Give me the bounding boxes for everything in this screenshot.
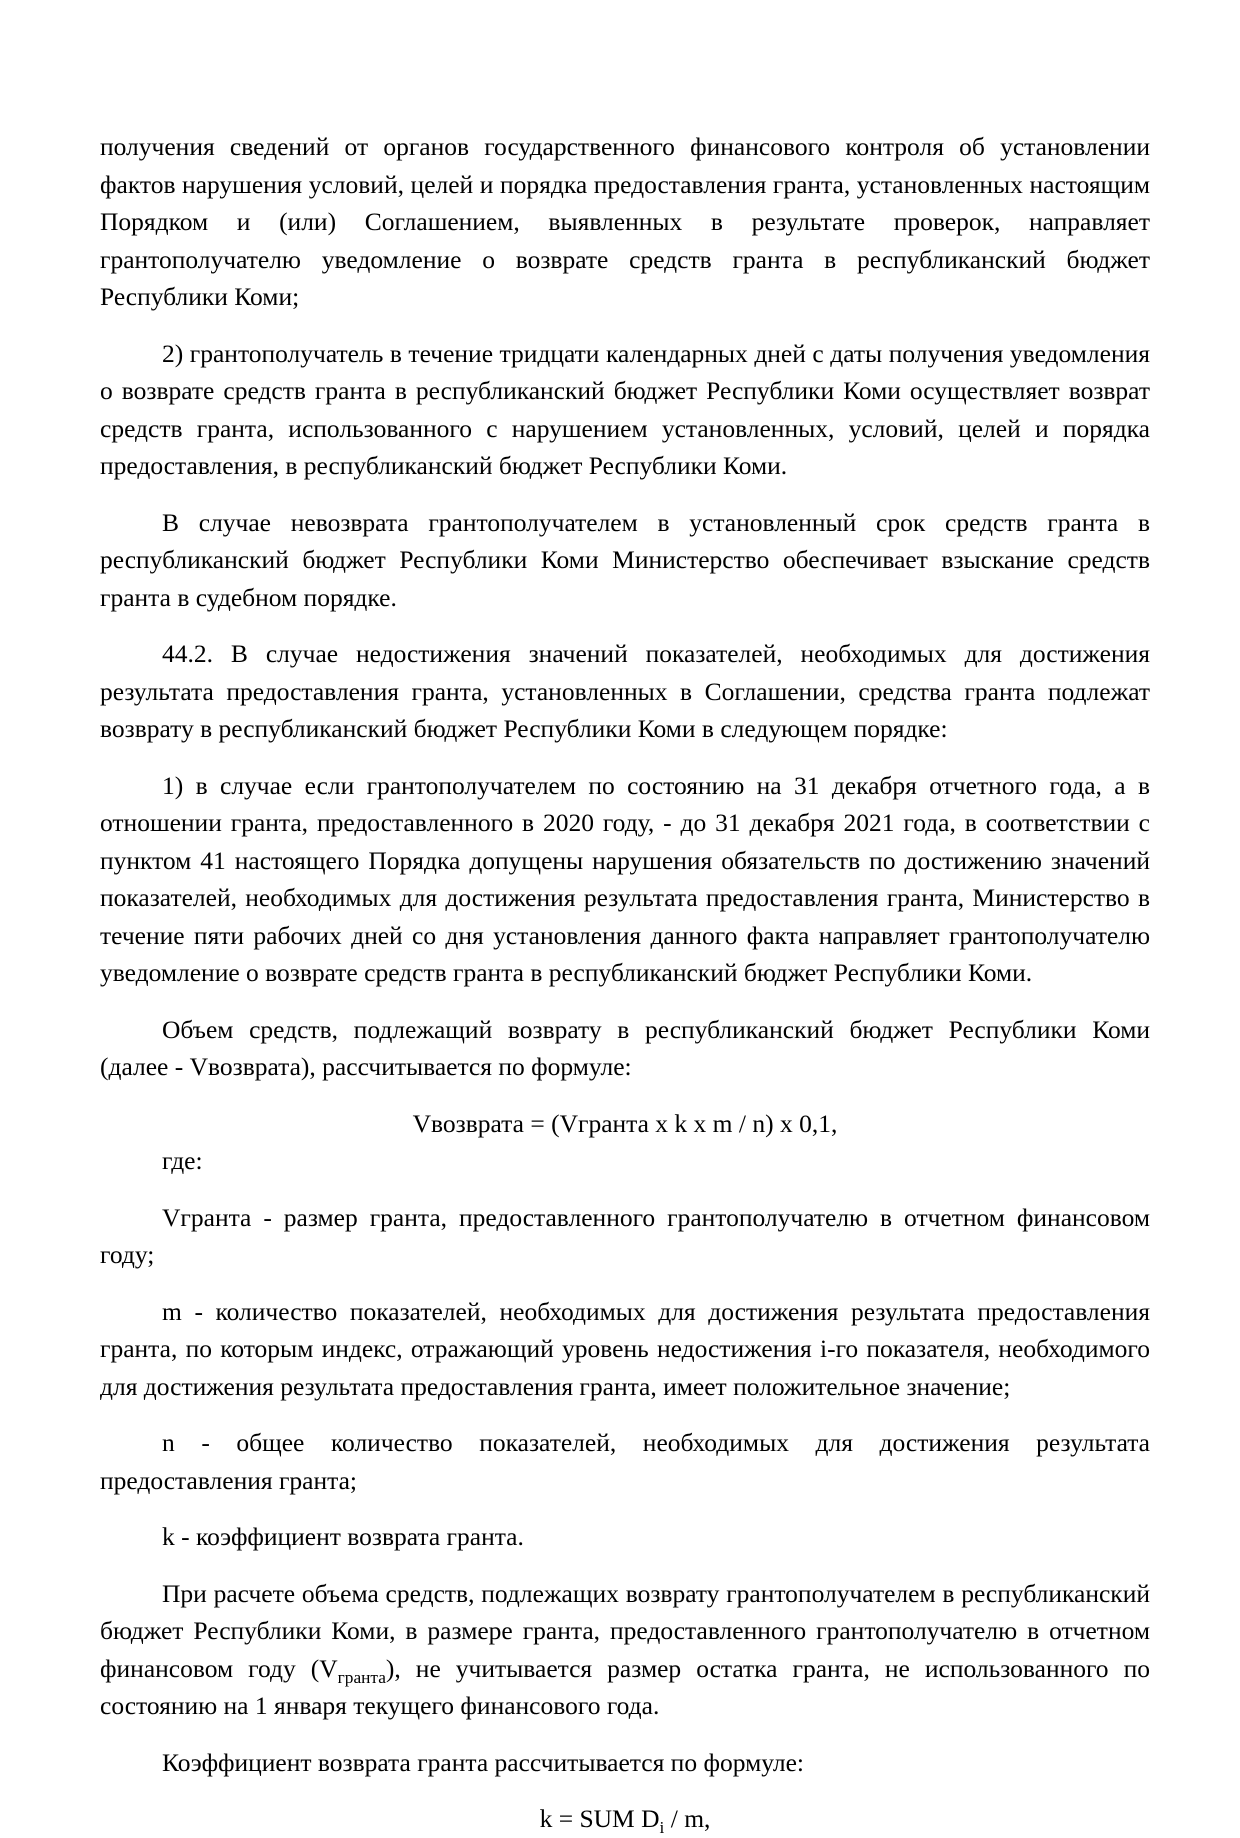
definition-v-granta: Vгранта - размер гранта, предоставленного грантополучателю в отчетном финансовом году;	[100, 1202, 1150, 1269]
definition-k: k - коэффициент возврата гранта.	[162, 1522, 524, 1551]
definition-m: m - количество показателей, необходимых для достижения результата предоставления гранта, по которым индекс, отражающий уровень недостижения i-го показателя, необходимого для достижения результата предоставления гранта, имеет положительное значение;	[100, 1296, 1150, 1401]
paragraph-where-label: где:	[162, 1146, 203, 1175]
formula-coefficient-part-2: / m,	[664, 1804, 711, 1833]
formula-return-volume: Vвозврата = (Vгранта x k x m / n) x 0,1,	[412, 1108, 838, 1138]
calculation-note-part-2: ), не учитывается размер остатка гранта, не использованного по состоянию на 1 января текущего финансового года.	[100, 1653, 1150, 1720]
calculation-note-part-1: При расчете объема средств, подлежащих возврату грантополучателем в республиканский бюджет Республики Коми, в размере гранта, предоставленного грантополучателю в отчетном финансовом году (V	[100, 1578, 1150, 1683]
formula-coefficient-part-1: k = SUM D	[539, 1804, 660, 1833]
document-body	[100, 128, 1150, 1838]
definition-n: n - общее количество показателей, необходимых для достижения результата предоставления гранта;	[100, 1428, 1150, 1495]
formula-coefficient	[100, 1800, 1150, 1838]
paragraph-item-2: 2) грантополучатель в течение тридцати календарных дней с даты получения уведомления о возврате средств гранта в республиканский бюджет Республики Коми осуществляет возврат средств гранта, использованного с нарушением установленных, условий, целей и порядка предоставления, в республиканский бюджет Республики Коми.	[100, 338, 1150, 480]
paragraph-coefficient-intro: Коэффициент возврата гранта рассчитывается по формуле:	[162, 1747, 804, 1777]
formula-coefficient-subscript: i	[659, 1818, 665, 1838]
paragraph-continuation: получения сведений от органов государственного финансового контроля об установлении фактов нарушения условий, целей и порядка предоставления гранта, установленных настоящим Порядком и (или) Соглашением, выявленных в результате проверок, направляет грантополучателю уведомление о возврате средств гранта в республиканский бюджет Республики Коми;	[100, 132, 1150, 311]
paragraph-clause-44-2: 44.2. В случае недостижения значений показателей, необходимых для достижения результата предоставления гранта, установленных в Соглашении, средства гранта подлежат возврату в республиканский бюджет Республики Коми в следующем порядке:	[100, 639, 1150, 743]
paragraph-return-volume: Объем средств, подлежащий возврату в республиканский бюджет Республики Коми (далее - Vвозврата), рассчитывается по формуле:	[100, 1014, 1150, 1081]
calculation-note-subscript: гранта	[337, 1667, 386, 1687]
paragraph-item-1: 1) в случае если грантополучателем по состоянию на 31 декабря отчетного года, а в отношении гранта, предоставленного в 2020 году, - до 31 декабря 2021 года, в соответствии с пунктом 41 настоящего Порядка допущены нарушения обязательств по достижению значений показателей, необходимых для достижения результата предоставления гранта, Министерство в течение пяти рабочих дней со дня установления данного факта направляет грантополучателю уведомление о возврате средств гранта в республиканский бюджет Республики Коми.	[100, 770, 1150, 987]
paragraph-non-return-case: В случае невозврата грантополучателем в установленный срок средств гранта в республиканский бюджет Республики Коми Министерство обеспечивает взыскание средств гранта в судебном порядке.	[100, 507, 1150, 612]
paragraph-calculation-note	[100, 1575, 1150, 1725]
